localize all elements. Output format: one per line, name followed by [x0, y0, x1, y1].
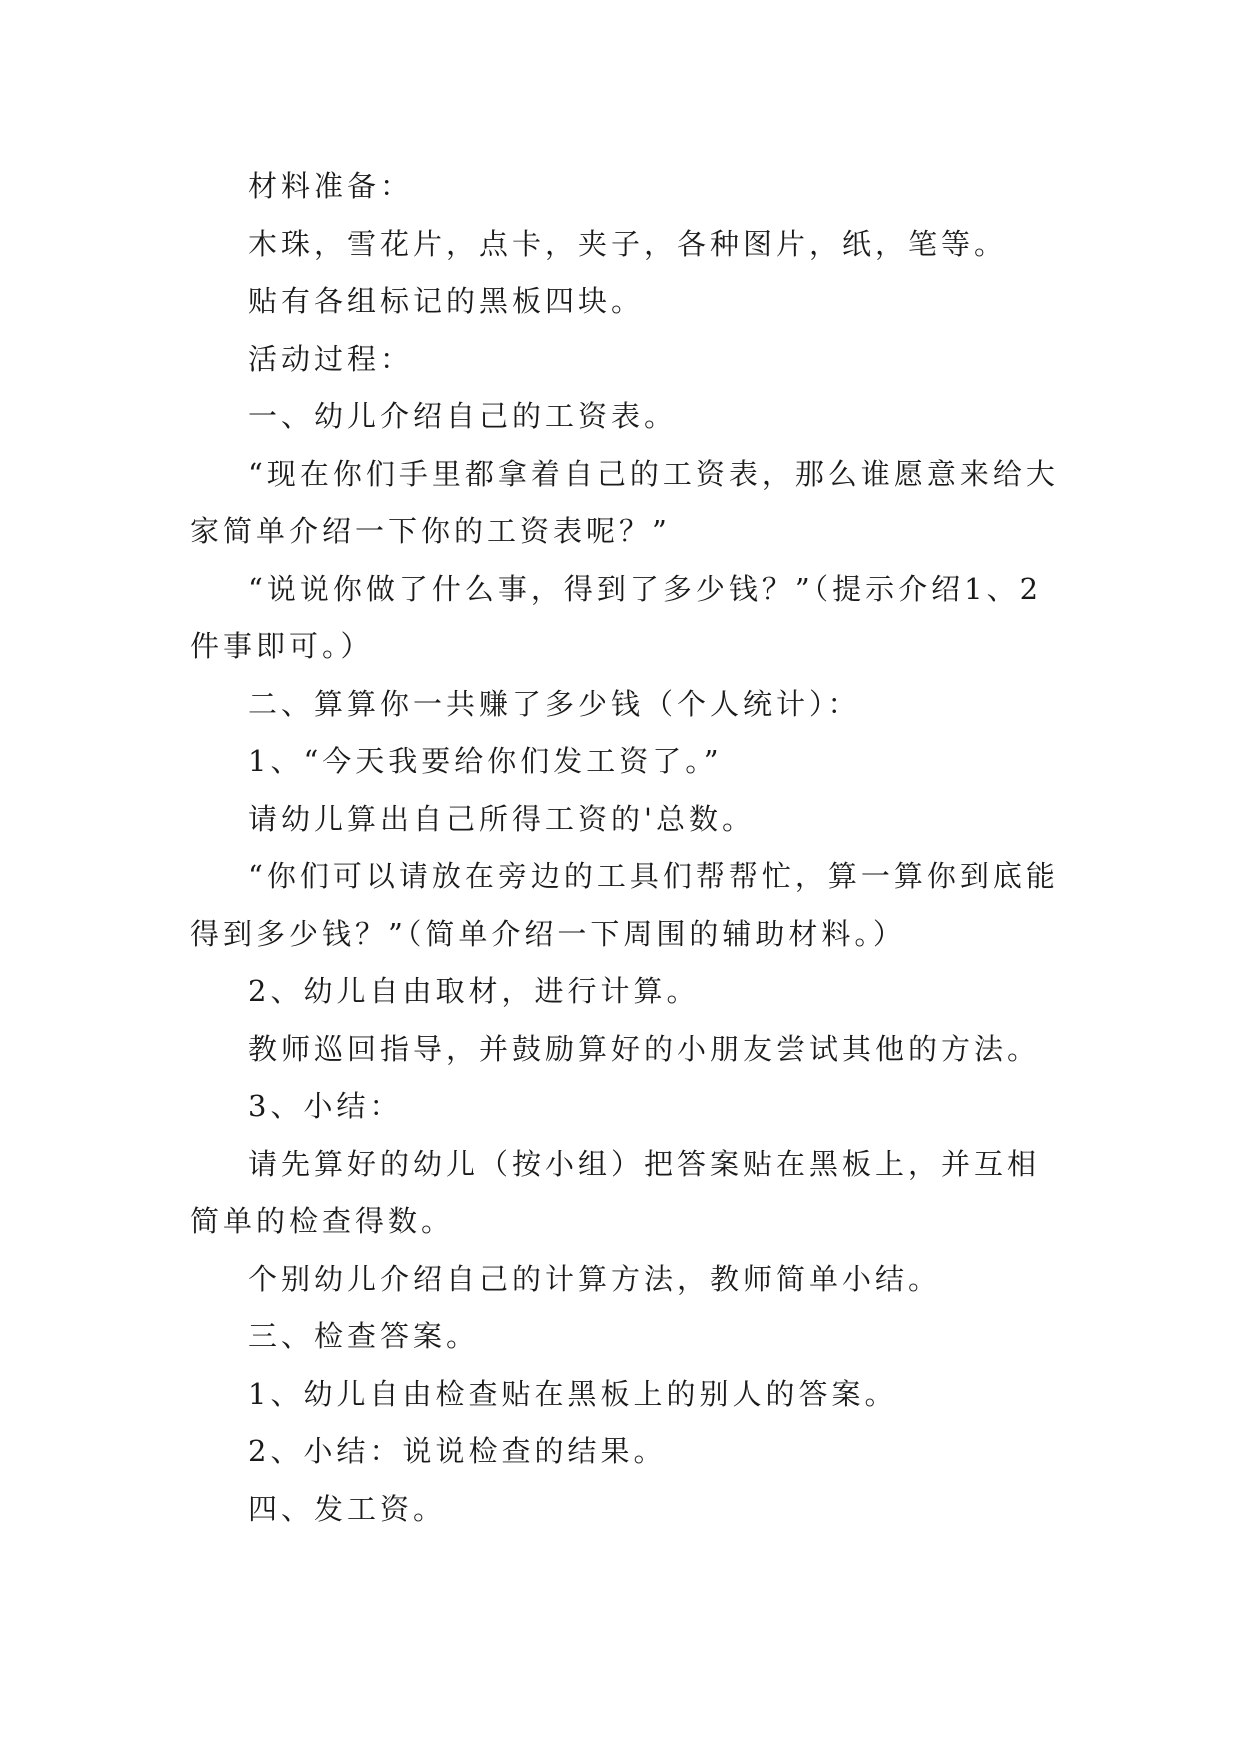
paragraph: 教师巡回指导，并鼓励算好的小朋友尝试其他的方法。 [248, 1031, 1041, 1066]
paragraph: 请幼儿算出自己所得工资的'总数。 [248, 801, 755, 836]
paragraph: “现在你们手里都拿着自己的工资表，那么谁愿意来给大家简单介绍一下你的工资表呢？” [190, 456, 1059, 548]
paragraph: 请先算好的幼儿（按小组）把答案贴在黑板上，并互相简单的检查得数。 [190, 1146, 1041, 1238]
paragraph: “说说你做了什么事，得到了多少钱？”（提示介绍1、2件事即可。） [190, 571, 1043, 663]
paragraph: 活动过程： [248, 341, 414, 376]
paragraph: 一、幼儿介绍自己的工资表。 [248, 399, 678, 433]
paragraph: 3、小结： [248, 1089, 403, 1123]
paragraph: 1、“今天我要给你们发工资了。” [248, 744, 723, 778]
paragraph: 四、发工资。 [248, 1491, 447, 1526]
paragraph: 木珠，雪花片，点卡，夹子，各种图片，纸，笔等。 [248, 226, 1008, 261]
paragraph: 个别幼儿介绍自己的计算方法，教师简单小结。 [248, 1261, 942, 1296]
paragraph: 二、算算你一共赚了多少钱（个人统计）： [248, 686, 861, 721]
paragraph: “你们可以请放在旁边的工具们帮帮忙，算一算你到底能得到多少钱？”（简单介绍一下周围的辅助材料。） [190, 859, 1059, 951]
paragraph: 2、小结：说说检查的结果。 [248, 1434, 667, 1468]
paragraph: 三、检查答案。 [248, 1319, 480, 1353]
paragraph: 2、幼儿自由取材，进行计算。 [248, 974, 700, 1008]
paragraph: 贴有各组标记的黑板四块。 [248, 284, 645, 318]
paragraph: 材料准备： [248, 169, 414, 203]
paragraph: 1、幼儿自由检查贴在黑板上的别人的答案。 [248, 1376, 898, 1411]
document-body [190, 158, 1070, 1538]
